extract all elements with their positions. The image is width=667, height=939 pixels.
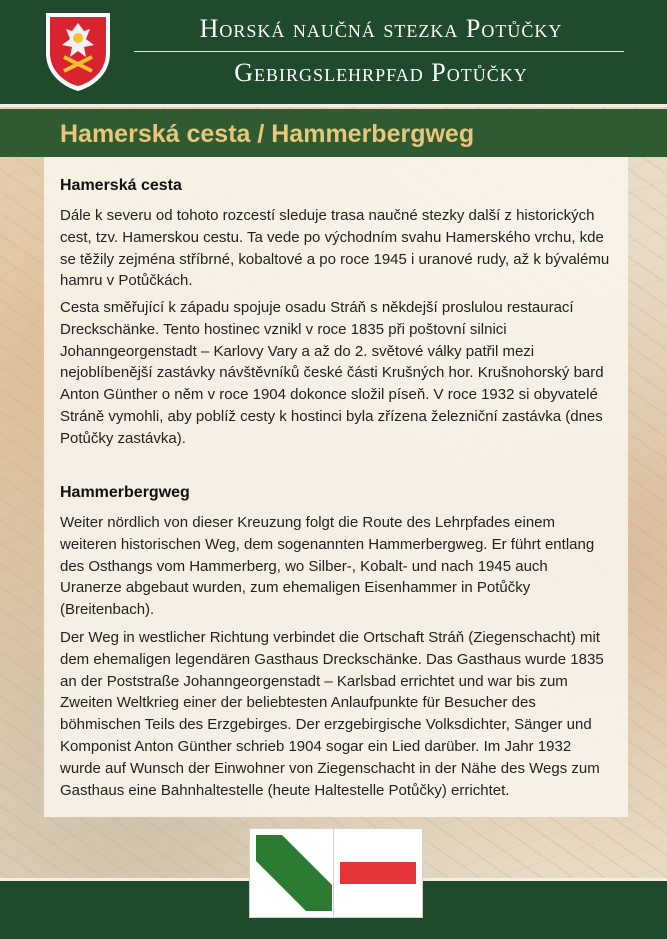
section-title: Hamerská cesta / Hammerbergweg [60, 120, 475, 148]
coat-of-arms-icon [44, 11, 112, 93]
czech-paragraph-1: Dále k severu od tohoto rozcestí sleduje trasa naučné stezky další z historických cest, tzv. Hamerskou cestu. Ta vede po východním svahu Hamerského vrchu, kde se těžily zejména stříbrné, kobaltové a po roce 1945 i uranové rudy, až k bývalému hamru v Potůčkách. [60, 207, 610, 290]
czech-paragraph-2: Cesta směřující k západu spojuje osadu Stráň s někdejší proslulou restaurací Dreckschänke. Tento hostinec vznikl v roce 1835 při poštovní silnici Johanngeorgenstadt – Karlovy Vary a až do 2. světové války patřil mezi nejoblíbenější zastávky návštěvníků české části Krušných hor. Krušnohorský bard Anton Günther o něm v roce 1904 dokonce složil píseň. V roce 1932 si obyvatelé Stráně vymohli, aby poblíž cesty k hostinci byla zřízena železniční zastávka (dnes Potůčky zastávka). [60, 299, 604, 447]
green-diagonal-trail-marker-icon [256, 835, 332, 911]
german-paragraph-2: Der Weg in westlicher Richtung verbindet die Ortschaft Stráň (Ziegenschacht) mit dem ehemaligen legendären Gasthaus Dreckschänke. Das Gasthaus wurde 1835 an der Poststraße Johanngeorgenstadt – Karlsbad errichtet und war bis zum Zweiten Weltkrieg einer der beliebtesten Anlaufpunkte für Besucher des böhmischen Teils des Erzgebirges. Der erzgebirgische Volksdichter, Sänger und Komponist Anton Günther schrieb 1904 sogar ein Lied darüber. Im Jahr 1932 wurde auf Wunsch der Einwohner von Ziegenschacht in der Nähe des Wegs zum Gasthaus eine Bahnhaltestelle (heute Haltestelle Potůčky) errichtet. [60, 629, 604, 799]
czech-heading-wrap [60, 177, 610, 195]
german-paragraph-2-wrap [60, 627, 610, 801]
header-bar [0, 0, 667, 104]
red-stripe-trail-marker-icon [340, 835, 416, 911]
header-divider [0, 104, 667, 107]
german-paragraph-1-wrap [60, 512, 610, 621]
green-trail-marker [250, 829, 338, 917]
title-czech: Horská naučná stezka Potůčky [199, 14, 563, 43]
title-divider [134, 51, 624, 52]
german-heading: Hammerbergweg [60, 484, 190, 501]
czech-heading: Hamerská cesta [60, 177, 182, 194]
german-heading-wrap [60, 484, 610, 502]
german-paragraph-1: Weiter nördlich von dieser Kreuzung folgt die Route des Lehrpfades einem weiteren historischen Weg, dem sogenannten Hammerbergweg. Er führt entlang des Osthangs vom Hammerberg, wo Silber-, Kobalt- und nach 1945 auch Uranerze abgebaut wurden, zum ehemaligen Eisenhammer in Potůčky (Breitenbach). [60, 514, 595, 619]
czech-paragraph-1-wrap [60, 205, 610, 292]
red-trail-marker [334, 829, 422, 917]
czech-paragraph-2-wrap [60, 297, 610, 450]
title-german: Gebirgslehrpfad Potůčky [234, 58, 528, 87]
